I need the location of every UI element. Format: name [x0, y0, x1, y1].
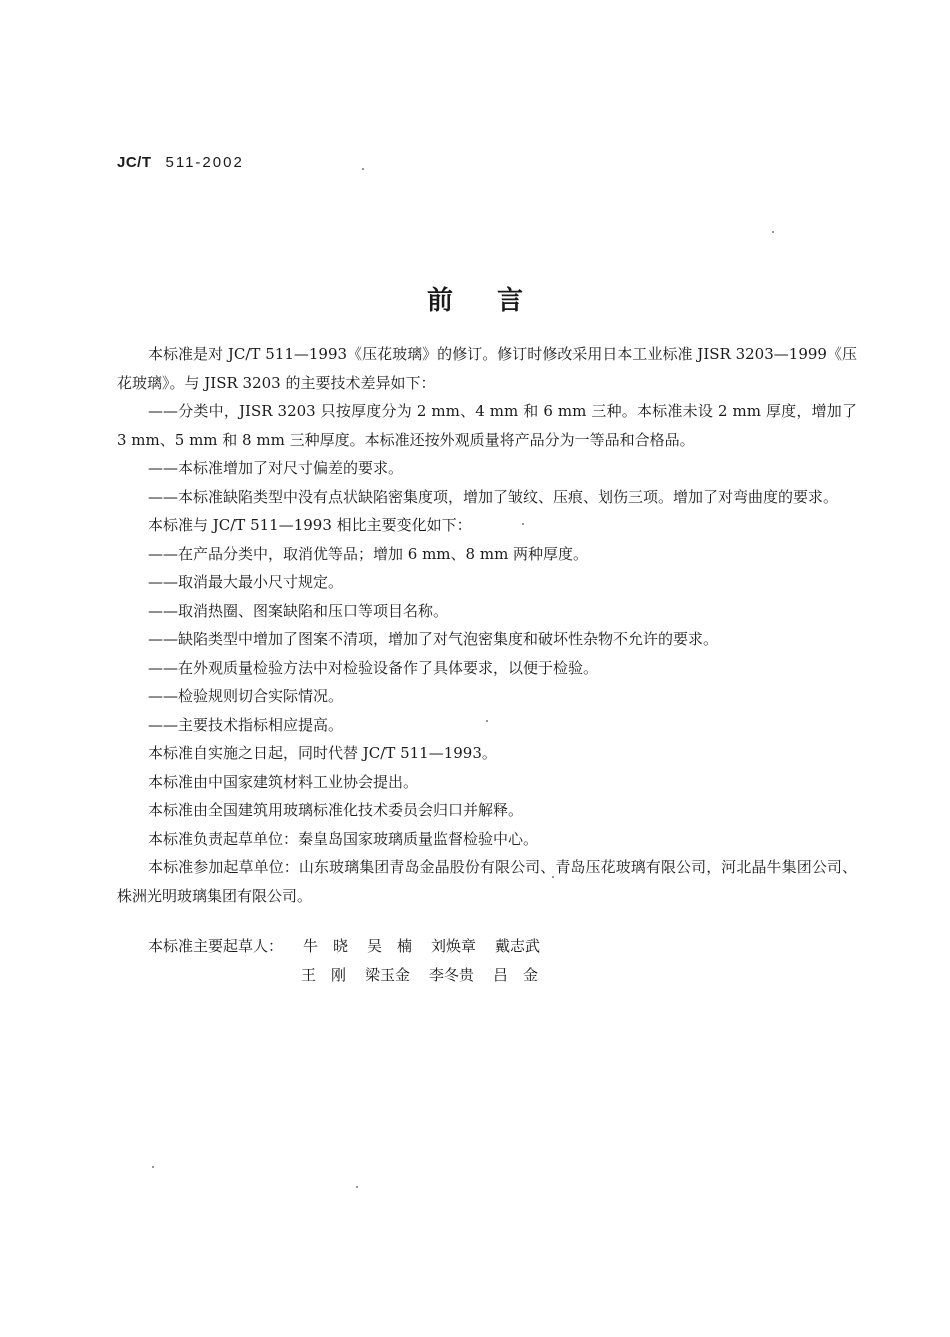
drafters-row	[148, 961, 559, 990]
paragraph: ——检验规则切合实际情况。	[148, 687, 344, 705]
drafters-row	[148, 932, 559, 961]
paragraph: ——缺陷类型中增加了图案不清项，增加了对气泡密集度和破坏性杂物不允许的要求。	[148, 630, 719, 648]
scan-speck	[522, 523, 524, 525]
scan-speck	[552, 876, 554, 878]
drafter-name: 梁玉金	[365, 966, 411, 984]
scan-speck	[356, 1186, 358, 1188]
standard-code	[117, 154, 244, 171]
scan-speck	[772, 231, 774, 233]
drafter-name: 李冬贵	[429, 966, 475, 984]
paragraph: 本标准负责起草单位：秦皇岛国家玻璃质量监督检验中心。	[148, 829, 539, 848]
drafter-name: 刘焕章	[431, 937, 477, 955]
drafter-name: 吕 金	[493, 966, 539, 984]
standard-number: 511-2002	[165, 154, 244, 171]
drafter-name: 吴 楠	[367, 937, 413, 955]
paragraph: 本标准与 JC/T 511—1993 相比主要变化如下：	[148, 516, 472, 534]
paragraph: 本标准由全国建筑用玻璃标准化技术委员会归口并解释。	[148, 801, 524, 819]
scan-speck	[152, 1166, 154, 1168]
standard-prefix: JC/T	[117, 154, 152, 171]
paragraph: ——本标准增加了对尺寸偏差的要求。	[148, 459, 404, 477]
paragraph: 本标准参加起草单位：山东玻璃集团青岛金晶股份有限公司、青岛压花玻璃有限公司，河北晶牛集团公司、株洲光明玻璃集团有限公司。	[117, 858, 857, 905]
paragraph: 本标准由中国家建筑材料工业协会提出。	[148, 772, 419, 791]
paragraph: ——分类中，JISR 3203 只按厚度分为 2 mm、4 mm 和 6 mm 三种。本标准未设 2 mm 厚度，增加了 3 mm、5 mm 和 8 mm 三种厚度。本标准还按外观质量将产品分为一等品和合格品。	[117, 402, 857, 449]
scan-speck	[486, 720, 488, 722]
drafter-name: 王 刚	[301, 966, 347, 984]
paragraph: ——取消热圈、图案缺陷和压口等项目名称。	[148, 601, 449, 620]
main-drafters	[148, 932, 559, 990]
paragraph: ——在外观质量检验方法中对检验设备作了具体要求，以便于检验。	[148, 658, 599, 677]
paragraph: ——主要技术指标相应提高。	[148, 715, 344, 734]
paragraph: 本标准是对 JC/T 511—1993《压花玻璃》的修订。修订时修改采用日本工业标准 JISR 3203—1999《压花玻璃》。与 JISR 3203 的主要技术差异如下：	[117, 345, 857, 392]
paragraph: ——在产品分类中，取消优等品；增加 6 mm、8 mm 两种厚度。	[148, 544, 589, 563]
foreword-body	[117, 340, 857, 910]
paragraph: 本标准自实施之日起，同时代替 JC/T 511—1993。	[148, 744, 497, 762]
paragraph: ——取消最大最小尺寸规定。	[148, 573, 344, 591]
scan-speck	[362, 168, 364, 170]
page-title: 前言	[426, 286, 567, 316]
paragraph: ——本标准缺陷类型中没有点状缺陷密集度项，增加了皱纹、压痕、划伤三项。增加了对弯曲度的要求。	[148, 487, 839, 506]
drafter-name: 戴志武	[495, 937, 541, 955]
drafter-name: 牛 晓	[303, 937, 349, 955]
drafters-label: 本标准主要起草人：	[148, 937, 284, 955]
